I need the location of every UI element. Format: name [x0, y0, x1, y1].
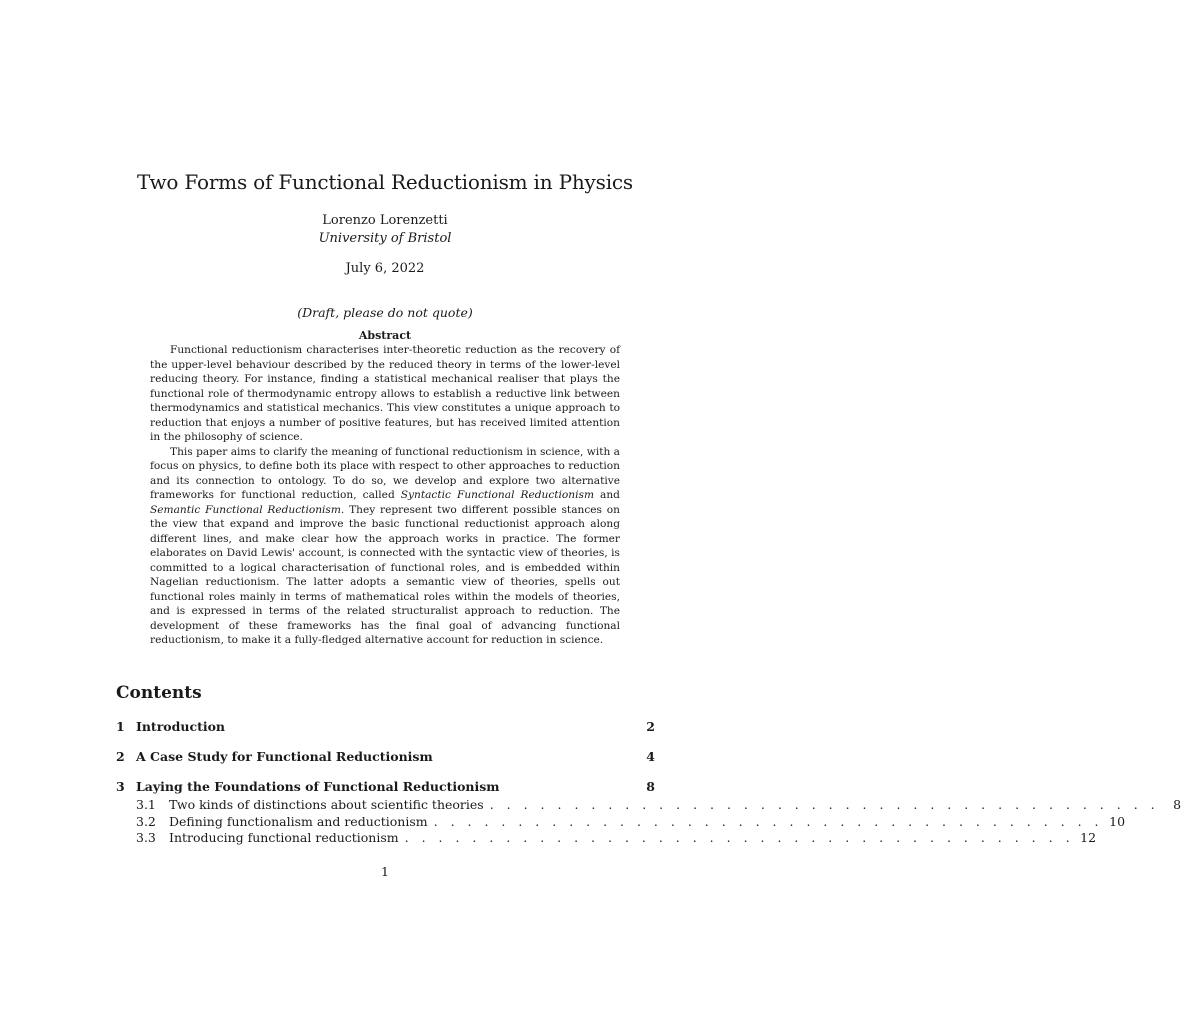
toc-leader-dots: . . . . . . . . . . . . . . . . . . . . . . . . . . . . . . . . . . . . . . . . [433, 813, 1104, 829]
toc-page-number: 12 [1080, 830, 1097, 845]
toc-page-number: 10 [1109, 813, 1126, 829]
toc-subsection-3-3[interactable] [116, 830, 1097, 847]
toc-subsection-title: Defining functionalism and reductionism [169, 813, 428, 829]
toc-section-title: Introduction [136, 719, 226, 734]
toc-page-number: 2 [646, 719, 655, 734]
abstract-paragraph-2 [150, 445, 620, 648]
toc-leader-dots: . . . . . . . . . . . . . . . . . . . . . . . . . . . . . . . . . . . . . . . . [404, 830, 1075, 845]
paper-title: Two Forms of Functional Reductionism in Physics [137, 170, 633, 194]
author-name: Lorenzo Lorenzetti [322, 213, 448, 228]
author-affiliation: University of Bristol [318, 231, 452, 246]
toc-subsection-number: 3.2 [136, 813, 156, 829]
toc-section-number: 1 [116, 719, 125, 734]
abstract-body [150, 343, 620, 648]
toc-section-title: Laying the Foundations of Functional Reductionism [136, 779, 500, 794]
toc-section-2[interactable] [116, 747, 655, 767]
abstract-paragraph-1: Functional reductionism characterises inter-theoretic reduction as the recovery of the upper-level behaviour described by the reduced theory in terms of the lower-level reducing theory. For instance, finding a statistical mechanical realiser that plays the functional role of thermodynamic entropy allows to establish a reductive link between thermodynamics and statistical mechanics. This view constitutes a unique approach to reduction that enjoys a number of positive features, but has received limited attention in the philosophy of science. [150, 344, 620, 443]
paper-date: July 6, 2022 [345, 261, 425, 276]
toc-subsection-3-1[interactable] [116, 797, 1181, 814]
abstract-term-syntactic: Syntactic Functional Reductionism [400, 489, 594, 501]
toc-subsection-3-2[interactable] [116, 813, 1126, 831]
draft-note: (Draft, please do not quote) [297, 305, 473, 320]
toc-subsection-title: Introducing functional reductionism [169, 830, 399, 845]
toc-section-number: 3 [116, 779, 125, 794]
page-number: 1 [381, 864, 389, 879]
toc-page-number: 4 [646, 749, 655, 764]
toc-page-number: 8 [1173, 797, 1181, 812]
toc-section-title: A Case Study for Functional Reductionism [136, 749, 433, 764]
toc-leader-dots: . . . . . . . . . . . . . . . . . . . . . . . . . . . . . . . . . . . . . . . . [489, 797, 1160, 812]
toc-section-1[interactable] [116, 717, 655, 737]
abstract-heading: Abstract [358, 329, 412, 342]
toc-section-number: 2 [116, 749, 125, 764]
table-of-contents [116, 717, 1181, 847]
abstract-text: and [594, 489, 620, 501]
abstract-text: This paper aims to clarify the meaning of functional reductionism in science, with a focus on physics, to define both its place with respect to other approaches to reduction and its connection to ontology. To do so, we develop and explore two alternative frameworks for functional reduction, called [150, 445, 620, 501]
contents-heading: Contents [116, 683, 202, 703]
abstract-text: . They represent two different possible stances on the view that expand and improve the basic functional reductionist approach along different lines, and make clear how the approach works in practice. The former elaborates on David Lewis' account, is connected with the syntactic view of theories, is committed to a logical characterisation of functional roles, and is embedded within Nagelian reductionism. The latter adopts a semantic view of theories, spells out functional roles mainly in terms of mathematical roles within the models of theories, and is expressed in terms of the related structuralist approach to reduction. The development of these frameworks has the final goal of advancing functional reductionism, to make it a fully-fledged alternative account for reduction in science. [150, 503, 620, 646]
toc-page-number: 8 [646, 779, 655, 794]
toc-section-3[interactable] [116, 777, 655, 797]
abstract-term-semantic: Semantic Functional Reductionism [150, 503, 341, 516]
toc-subsection-number: 3.3 [136, 830, 156, 845]
toc-subsection-title: Two kinds of distinctions about scientific theories [169, 797, 484, 812]
toc-subsection-number: 3.1 [136, 797, 156, 812]
